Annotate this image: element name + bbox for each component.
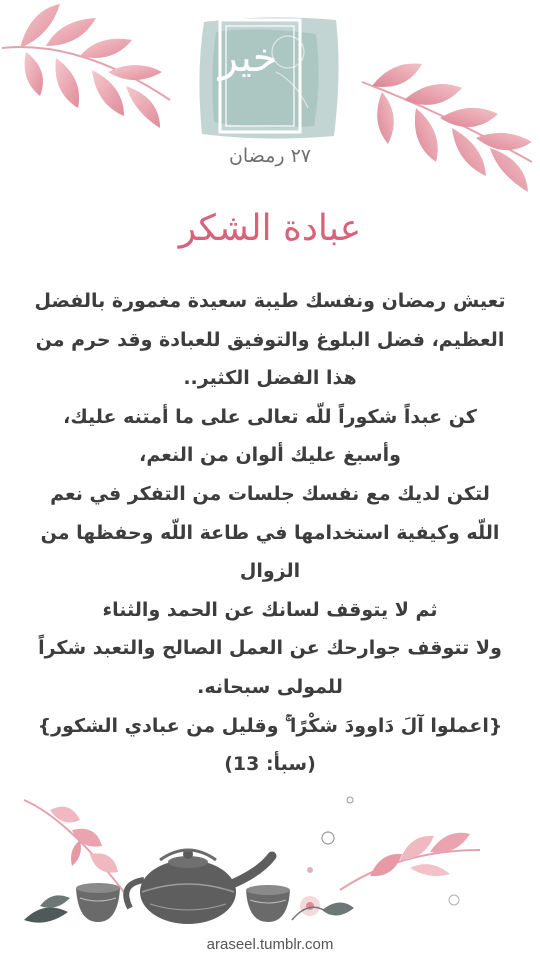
body-line: هذا الفضل الكثير.. <box>183 367 357 390</box>
page-title: عبادة الشكر <box>178 208 362 249</box>
body-line: اللّه وكيفية استخدامها في طاعة اللّه وحفظها من <box>40 521 500 544</box>
teapot-and-cups-icon <box>10 780 530 930</box>
logo <box>196 12 342 144</box>
body-line: وأسبغ عليك ألوان من النعم، <box>139 444 401 467</box>
body-line: للمولى سبحانه. <box>197 675 343 698</box>
body-line: الزوال <box>239 560 301 583</box>
leaf-branch-top-left-icon <box>0 0 180 140</box>
body-line: (سبأ: 13) <box>224 753 316 776</box>
leaf-branch-top-right-icon <box>352 52 540 202</box>
body-line: تعيش رمضان ونفسك طيبة سعيدة مغمورة بالفضل <box>34 290 506 312</box>
body-line: كن عبداً شكوراً للّه تعالى على ما أمتنه عليك، <box>63 405 477 428</box>
body-line: ثم لا يتوقف لسانك عن الحمد والثناء <box>102 598 438 621</box>
body-line: العظيم، فضل البلوغ والتوفيق للعبادة وقد حرم من <box>35 328 505 351</box>
body-line: ولا تتوقف جوارحك عن العمل الصالح والتعبد شكراً <box>38 637 502 660</box>
footer-link[interactable]: araseel.tumblr.com <box>206 936 334 953</box>
body-line: {اعملوا آلَ دَاوودَ شكْرًا ۚ وقليل من عبادي الشكور} <box>37 714 503 737</box>
body-line: لتكن لديك مع نفسك جلسات من التفكر في نعم <box>50 482 490 505</box>
body-text <box>28 282 512 784</box>
day-label: ٢٧ رمضان <box>228 145 312 167</box>
logo-text: خير <box>218 35 278 81</box>
